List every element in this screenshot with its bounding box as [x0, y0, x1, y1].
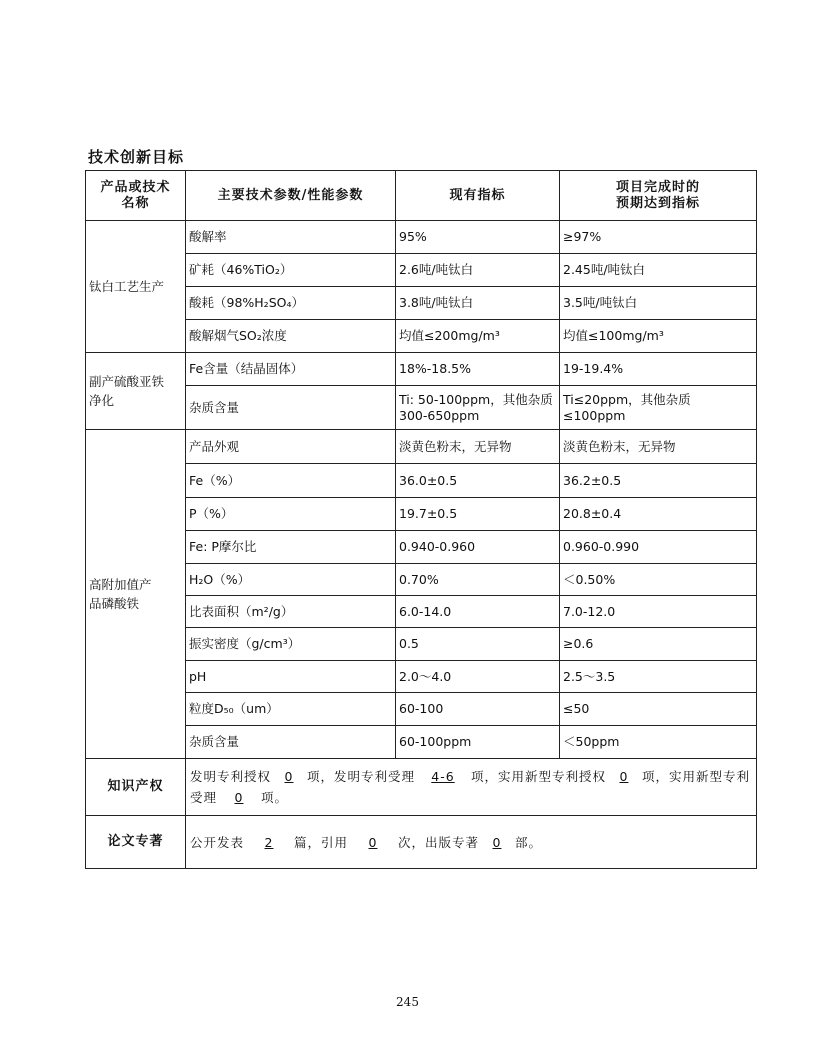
- cell-current: 95%: [396, 221, 560, 254]
- papers-value: 0: [492, 834, 502, 850]
- group-name: 高附加值产 品磷酸铁: [86, 430, 186, 759]
- table-row: [86, 464, 757, 498]
- papers-content: [186, 816, 757, 869]
- cell-param: 酸解率: [186, 221, 396, 254]
- papers-text: 次，出版专著: [397, 834, 479, 850]
- papers-text: 篇，引用: [293, 834, 348, 850]
- table-row: [86, 596, 757, 628]
- ip-text: 项，实用新型专利授权: [470, 769, 606, 784]
- header-row: [86, 171, 757, 221]
- cell-param: 酸解烟气SO₂浓度: [186, 320, 396, 353]
- cell-param: P（%）: [186, 498, 396, 531]
- cell-current: 18%-18.5%: [396, 353, 560, 386]
- table-row: [86, 353, 757, 386]
- cell-target: 36.2±0.5: [560, 464, 757, 498]
- cell-current: 60-100: [396, 693, 560, 726]
- cell-target: 0.960-0.990: [560, 531, 757, 564]
- cell-param: 比表面积（m²/g）: [186, 596, 396, 628]
- cell-current: 0.70%: [396, 564, 560, 596]
- ip-label: 知识产权: [86, 759, 186, 816]
- table-row: [86, 726, 757, 759]
- cell-target: ＜50ppm: [560, 726, 757, 759]
- cell-current: 均值≤200mg/m³: [396, 320, 560, 353]
- cell-param: 杂质含量: [186, 386, 396, 430]
- table-row: [86, 693, 757, 726]
- papers-value: 2: [264, 834, 274, 850]
- innovation-table: [85, 170, 757, 869]
- cell-current: 2.0～4.0: [396, 661, 560, 693]
- header-params: 主要技术参数/性能参数: [186, 171, 396, 221]
- cell-target: ＜0.50%: [560, 564, 757, 596]
- group-name: 钛白工艺生产: [86, 221, 186, 353]
- cell-current: 淡黄色粉末，无异物: [396, 430, 560, 464]
- header-product: 产品或技术 名称: [86, 171, 186, 221]
- cell-current: 19.7±0.5: [396, 498, 560, 531]
- cell-current: 3.8吨/吨钛白: [396, 287, 560, 320]
- group-name: 副产硫酸亚铁 净化: [86, 353, 186, 430]
- cell-target: 2.5～3.5: [560, 661, 757, 693]
- cell-param: 矿耗（46%TiO₂）: [186, 254, 396, 287]
- ip-text: 项。: [260, 790, 288, 805]
- table-row: [86, 661, 757, 693]
- table-row: [86, 430, 757, 464]
- cell-target: 7.0-12.0: [560, 596, 757, 628]
- cell-current: 0.940-0.960: [396, 531, 560, 564]
- table-row: [86, 386, 757, 430]
- cell-param: H₂O（%）: [186, 564, 396, 596]
- ip-value: 4-6: [431, 769, 455, 784]
- cell-param: pH: [186, 661, 396, 693]
- ip-text: 发明专利授权: [190, 769, 272, 784]
- cell-param: 产品外观: [186, 430, 396, 464]
- cell-current: 36.0±0.5: [396, 464, 560, 498]
- papers-text: 部。: [514, 834, 542, 850]
- cell-target: ≥0.6: [560, 628, 757, 661]
- cell-param: 粒度D₅₀（um）: [186, 693, 396, 726]
- cell-current: Ti: 50-100ppm，其他杂质300-650ppm: [396, 386, 560, 430]
- papers-value: 0: [368, 834, 378, 850]
- cell-target: 19-19.4%: [560, 353, 757, 386]
- cell-param: Fe: P摩尔比: [186, 531, 396, 564]
- cell-param: Fe含量（结晶固体）: [186, 353, 396, 386]
- cell-param: 酸耗（98%H₂SO₄）: [186, 287, 396, 320]
- ip-text: 项，实用新型专利受理: [190, 769, 750, 805]
- cell-current: 2.6吨/吨钛白: [396, 254, 560, 287]
- table-row: [86, 254, 757, 287]
- header-target: 项目完成时的 预期达到指标: [560, 171, 757, 221]
- papers-row: [86, 816, 757, 869]
- papers-text: 公开发表: [190, 834, 245, 850]
- cell-param: 杂质含量: [186, 726, 396, 759]
- page-number: 245: [396, 995, 419, 1009]
- ip-value: 0: [619, 769, 629, 784]
- cell-target: 淡黄色粉末，无异物: [560, 430, 757, 464]
- ip-text: 项，发明专利受理: [306, 769, 415, 784]
- table-row: [86, 628, 757, 661]
- section-title: 技术创新目标: [88, 148, 185, 166]
- ip-row: [86, 759, 757, 816]
- cell-target: 3.5吨/吨钛白: [560, 287, 757, 320]
- cell-current: 6.0-14.0: [396, 596, 560, 628]
- cell-target: 20.8±0.4: [560, 498, 757, 531]
- cell-param: 振实密度（g/cm³）: [186, 628, 396, 661]
- table-row: [86, 564, 757, 596]
- cell-target: 2.45吨/吨钛白: [560, 254, 757, 287]
- cell-param: Fe（%）: [186, 464, 396, 498]
- ip-value: 0: [234, 790, 244, 805]
- table-row: [86, 531, 757, 564]
- header-current: 现有指标: [396, 171, 560, 221]
- table-row: [86, 221, 757, 254]
- table-row: [86, 320, 757, 353]
- cell-target: ≥97%: [560, 221, 757, 254]
- cell-current: 60-100ppm: [396, 726, 560, 759]
- cell-target: 均值≤100mg/m³: [560, 320, 757, 353]
- ip-content: [186, 759, 757, 816]
- cell-current: 0.5: [396, 628, 560, 661]
- papers-label: 论文专著: [86, 816, 186, 869]
- table-row: [86, 287, 757, 320]
- ip-value: 0: [284, 769, 294, 784]
- cell-target: Ti≤20ppm，其他杂质≤100ppm: [560, 386, 757, 430]
- cell-target: ≤50: [560, 693, 757, 726]
- table-row: [86, 498, 757, 531]
